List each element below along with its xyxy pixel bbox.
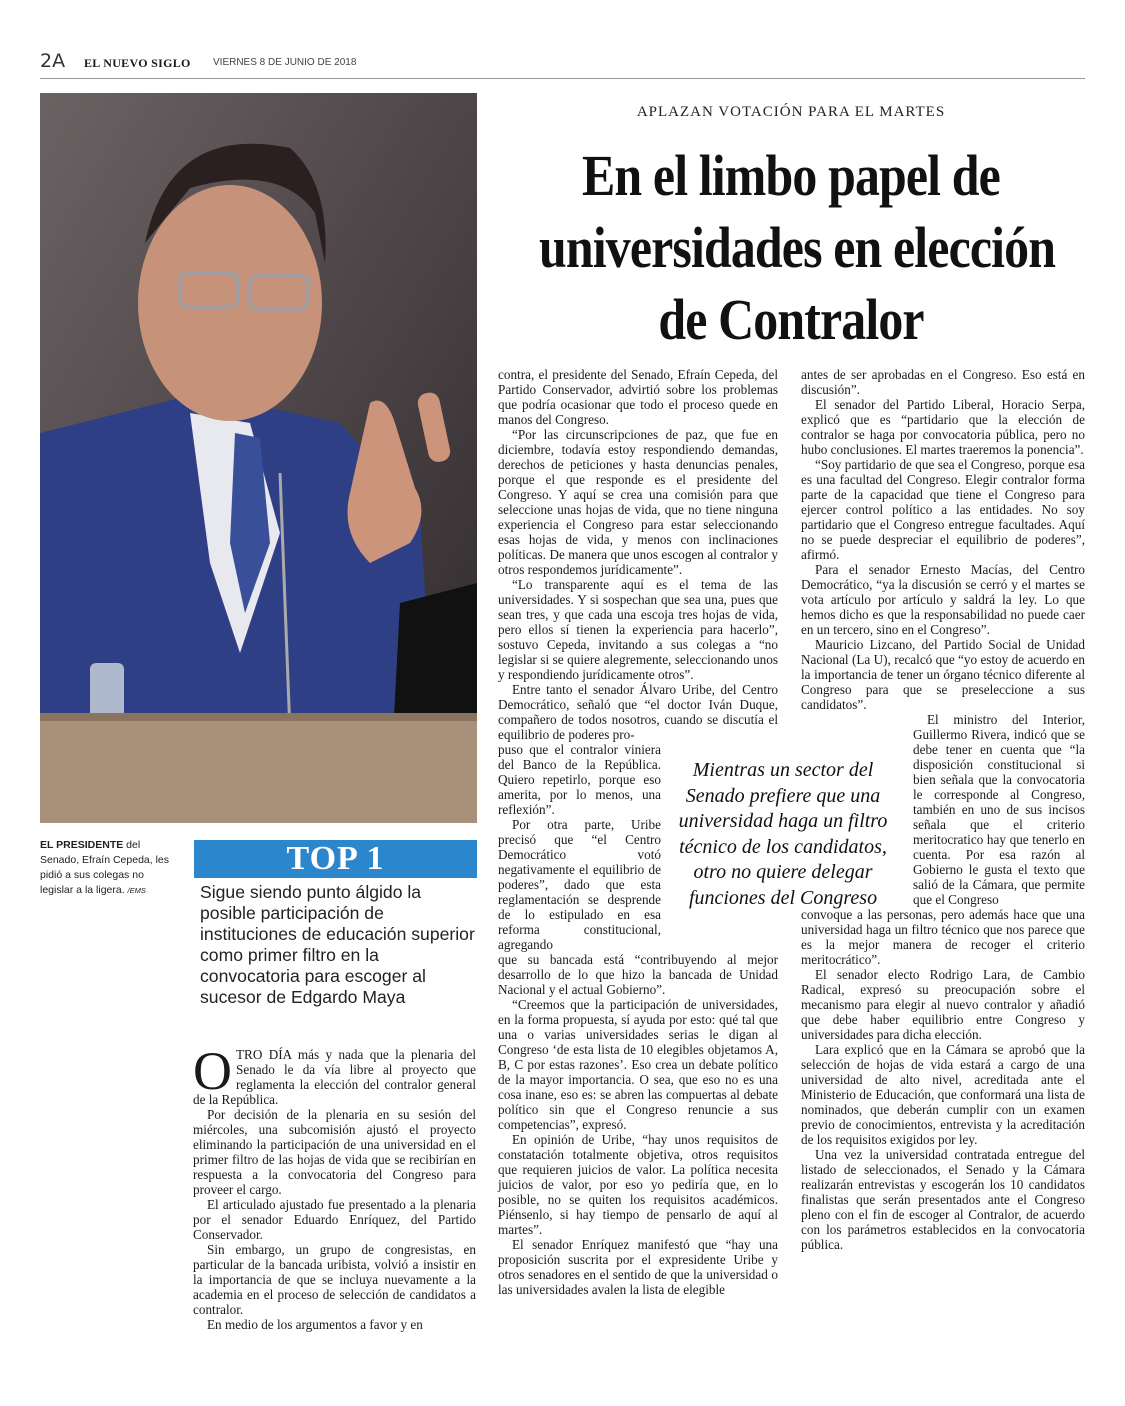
body-paragraph: El ministro del Interior, Guillermo Rivera, indicó que se debe tener en cuenta que “la disposición constitucional si bien señala que la convocatoria le corresponde al Congreso, también en uno de sus incisos señala que el criterio meritocratico hay que tenerlo en cuenta. Por esa razón al Gobierno le gusta el texto que salió de la Cámara, que permite que el Congreso — [913, 712, 1085, 907]
pull-quote: Mientras un sector del Senado prefiere que una universidad haga un filtro técnico de los candidatos, otro no quiere delegar funciones del Congreso — [678, 759, 888, 909]
drop-cap: O — [193, 1041, 232, 1101]
body-paragraph: Entre tanto el senador Álvaro Uribe, del Centro Democrático, señaló que “el doctor Iván Duque, compañero de todos nosotros, cuando se discutía el equilibrio de poderes pro- — [498, 682, 778, 742]
article-column-3 — [801, 367, 1085, 1252]
body-paragraph: Por decisión de la plenaria en su sesión del miércoles, una subcomisión ajustó el proyecto eliminando la participación de una universidad en el primer filtro de las hojas de vida que se recibirían en respuesta a la convocatoria del Congreso para proveer el cargo. — [193, 1107, 476, 1197]
article-photo — [40, 93, 477, 823]
top1-summary: Sigue siendo punto álgido la posible participación de instituciones de educación superior como primer filtro en la convocatoria para escoger al sucesor de Edgardo Maya — [200, 882, 475, 1007]
headline-line: universidades en elección — [539, 215, 1056, 280]
caption-text: del Senado, Efraín Cepeda, les pidió a sus colegas no legislar a la ligera. — [40, 839, 170, 896]
body-paragraph: El senador del Partido Liberal, Horacio Serpa, explicó que es “partidario que la elección de contralor se haga por convocatoria pública, pero no hubo conclusiones. El martes traeremos la ponencia”. — [801, 397, 1085, 457]
body-paragraph: “Lo transparente aquí es el tema de las universidades. Y si sospechan que sea una, pues que sean tres, y que cada una escoja tres hojas de vida, pero ellos sí tienen la experiencia para hacerlo”, sostuvo Cepeda, invitando a sus colegas a “no legislar si se quiere alegremente, seleccionando unos y respondiendo jurídicamente otros”. — [498, 577, 778, 682]
body-paragraph: “Creemos que la participación de universidades, en la forma propuesta, sí ayuda por esto: qué tal que una o varias universidades serias le digan al Congreso ‘de esta lista de 10 elegibles objetamos A, B, C por estas razones’. Eso crea un debate político de la mayor importancia. O sea, que eso no es una cosa inane, eso es: se abren las compuertas al debate político sin que el Congreso renuncie a sus competencias”, expresó. — [498, 997, 778, 1132]
body-paragraph: que su bancada está “contribuyendo al mejor desarrollo de lo que hizo la bancada de Unidad Nacional y el actual Gobierno”. — [498, 952, 778, 997]
body-paragraph: Lara explicó que en la Cámara se aprobó que la selección de hojas de vida estará a cargo de una universidad de alto nivel, acreditada ante el Ministerio de Educación, que conformará una lista de nominados, que deberán cumplir con un examen previo de conocimientos, entrevista y la acreditación de los requisitos exigidos por ley. — [801, 1042, 1085, 1147]
issue-date: VIERNES 8 DE JUNIO DE 2018 — [213, 57, 357, 68]
lead-text: TRO DÍA más y nada que la plenaria del Senado le da vía libre al proyecto que reglamenta la elección del contralor general de la República. — [193, 1047, 476, 1107]
body-paragraph: antes de ser aprobadas en el Congreso. Eso está en discusión”. — [801, 367, 1085, 397]
body-paragraph: “Soy partidario de que sea el Congreso, porque esa es una facultad del Congreso. Elegir contralor forma parte de la capacidad que tiene el Congreso para ejercer control político a las entidades. No soy partidario que el Congreso entregue facultades. Aquí no se puede despreciar el equilibrio de poderes”, afirmó. — [801, 457, 1085, 562]
newspaper-name: EL NUEVO SIGLO — [84, 56, 191, 70]
photo-credit: /EMS — [127, 886, 146, 895]
body-paragraph: contra, el presidente del Senado, Efraín Cepeda, del Partido Conservador, advirtió sobre los problemas que podría ocasionar que todo el proceso quede en manos del Congreso. — [498, 367, 778, 427]
page-header — [40, 50, 1085, 79]
body-paragraph: En medio de los argumentos a favor y en — [207, 1317, 423, 1332]
article-headline — [539, 140, 1056, 356]
lead-paragraph — [193, 1041, 476, 1107]
body-paragraph: Para el senador Ernesto Macías, del Centro Democrático, “ya la discusión se cerró y el martes se vota artículo por artículo y saldrá la ley. Lo que hemos dicho es que la responsabilidad no puede caer en un tercero, sino en el Congreso”. — [801, 562, 1085, 637]
body-paragraph: Una vez la universidad contratada entregue del listado de seleccionados, el Senado y la Cámara realizarán entrevistas y escogerán los 10 candidatos finalistas que serán presentados ante el Congreso pleno con el fin de escoger al Contralor, de acuerdo con los parámetros establecidos en la convocatoria pública. — [801, 1147, 1085, 1252]
page-number: 2A — [40, 50, 66, 72]
headline-line: En el limbo papel de — [582, 143, 1000, 208]
body-paragraph: Mauricio Lizcano, del Partido Social de Unidad Nacional (La U), recalcó que “yo estoy de acuerdo en la importancia de tener un órgano técnico diferente al Congreso para que se preseleccione a sus candidatos”. — [801, 637, 1085, 712]
photo-caption — [40, 838, 180, 898]
body-paragraph: El senador electo Rodrigo Lara, de Cambio Radical, expresó su preocupación sobre el mecanismo para elegir al nuevo contralor y añadió que debe haber equilibrio entre Congreso y universidades para dicha elección. — [801, 967, 1085, 1042]
caption-lead: EL PRESIDENTE — [40, 839, 124, 851]
body-paragraph: Sin embargo, un grupo de congresistas, en particular de la bancada uribista, volvió a insistir en la importancia de que se incluya nuevamente a la academia en el proceso de selección de candidatos a contralor. — [193, 1242, 476, 1317]
body-paragraph: El senador Enríquez manifestó que “hay una proposición suscrita por el expresidente Uribe y otros senadores en el sentido de que la universidad o las universidades avalen la lista de elegible — [498, 1237, 778, 1297]
article-kicker: APLAZAN VOTACIÓN PARA EL MARTES — [636, 104, 946, 120]
headline-line: de Contralor — [658, 287, 924, 352]
body-paragraph: En opinión de Uribe, “hay unos requisitos de constatación totalmente objetiva, otros requisitos que requieren juicios de valor. La política necesita juicios de valor, por eso yo pediría que, en lo posible, no se quiten los requisitos académicos. Piénsenlo, si hay tiempo de pensarlo de aquí al martes”. — [498, 1132, 778, 1237]
body-paragraph: convoque a las personas, pero además hace que una universidad haga un filtro técnico que nos parece que es la mejor manera de recoger el criterio meritocrático”. — [801, 907, 1085, 967]
body-paragraph: “Por las circunscripciones de paz, que fue en diciembre, todavía estoy respondiendo demandas, derechos de peticiones y hasta denuncias penales, porque el que responde es el presidente del Congreso. Y aquí se crea una comisión para que seleccione unas hojas de vida, que no tiene ninguna experiencia el Congreso para estar seleccionando esas hojas de vida, y menos con inclinaciones políticas. De manera que unos escogen al contralor y otros respondemos jurídicamente”. — [498, 427, 778, 577]
body-paragraph: puso que el contralor viniera del Banco de la República. Quiero repetirlo, porque eso amerita, por lo menos, una reflexión”. — [498, 742, 661, 817]
article-column-1 — [193, 1041, 476, 1332]
body-paragraph: Por otra parte, Uribe precisó que “el Centro Democrático votó negativamente el equilibrio de poderes”, dado que esta reglamentación se desprende de lo estipulado en esa reforma constitucional, agregando — [498, 817, 661, 952]
body-paragraph: El articulado ajustado fue presentado a la plenaria por el senador Eduardo Enríquez, del Partido Conservador. — [193, 1197, 476, 1242]
top1-banner: TOP 1 — [194, 840, 477, 878]
